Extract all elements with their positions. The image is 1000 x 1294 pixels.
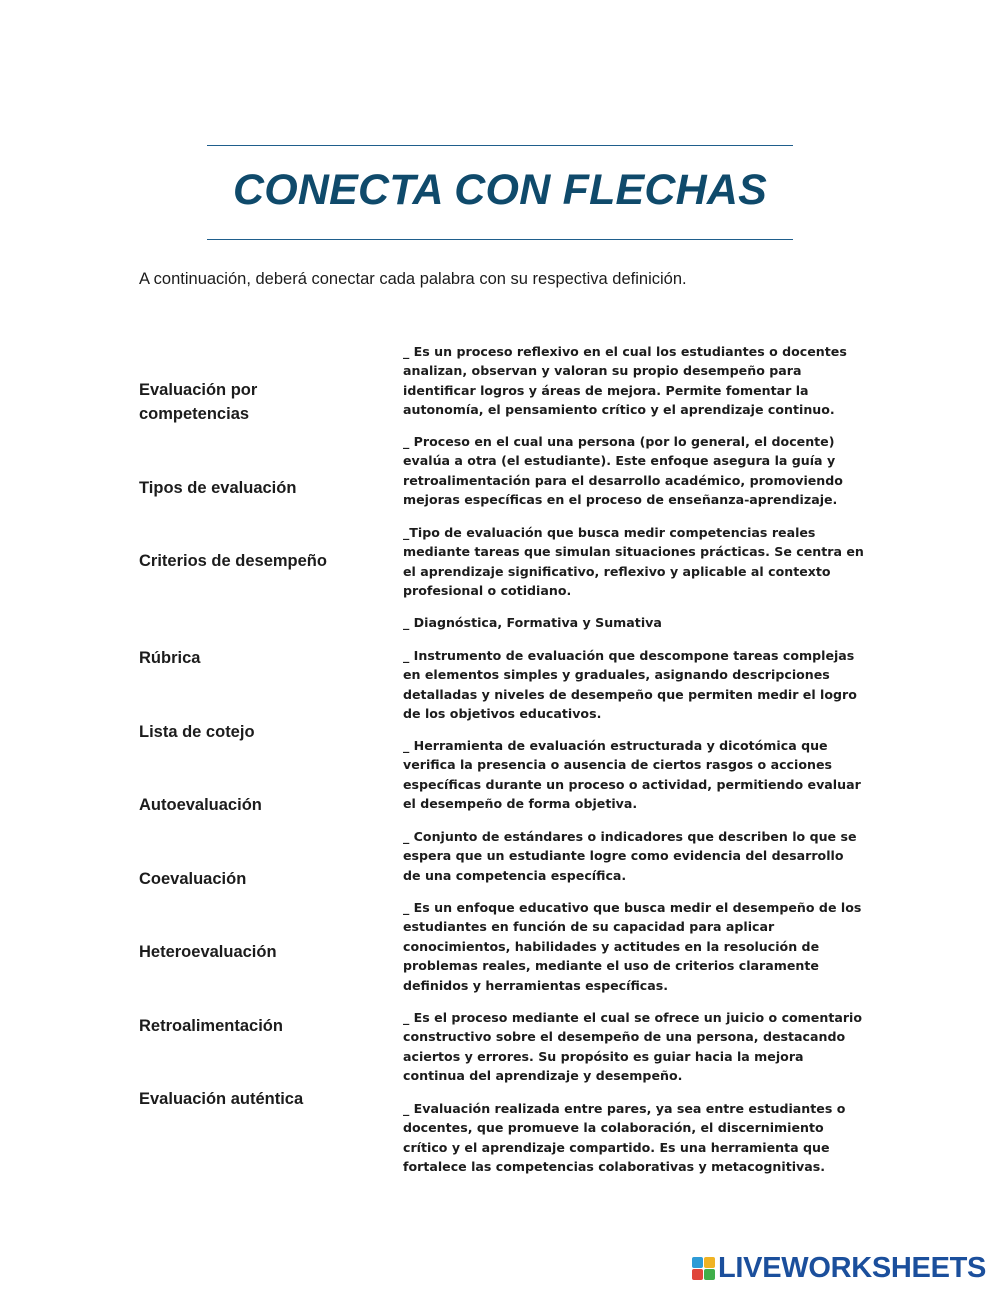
logo-tile — [704, 1257, 715, 1268]
definition-item[interactable]: _ Proceso en el cual una persona (por lo general, el docente) evalúa a otra (el estudiante). Este enfoque asegura la guía y retroalimentación para el desarrollo académico, promoviendo mejoras específicas en el proceso de enseñanza-aprendizaje. — [403, 434, 843, 508]
term-item[interactable]: Coevaluación — [139, 870, 247, 888]
brand-name: LIVEWORKSHEETS — [718, 1251, 987, 1284]
definition-item[interactable]: _ Es el proceso mediante el cual se ofrece un juicio o comentario constructivo sobre el desempeño de una persona, destacando aciertos y errores. Su propósito es guiar hacia la mejora continua del aprendizaje y desempeño. — [403, 1010, 863, 1084]
term-item[interactable]: Tipos de evaluación — [139, 479, 297, 497]
title-rule-top — [207, 145, 793, 146]
title-rule-bottom — [207, 239, 793, 240]
page-title: CONECTA CON FLECHAS — [232, 166, 768, 214]
term-item[interactable]: Criterios de desempeño — [139, 552, 327, 570]
logo-tile — [692, 1257, 703, 1268]
logo-tile — [692, 1269, 703, 1280]
term-item[interactable]: Autoevaluación — [139, 796, 262, 814]
term-item[interactable]: Retroalimentación — [139, 1017, 283, 1035]
definition-item[interactable]: _Tipo de evaluación que busca medir competencias reales mediante tareas que simulan situaciones prácticas. Se centra en el aprendizaje significativo, reflexivo y aplicable al contexto profesional o cotidiano. — [403, 525, 864, 599]
logo-tile — [704, 1269, 715, 1280]
definition-item[interactable]: _ Es un enfoque educativo que busca medir el desempeño de los estudiantes en función de su capacidad para aplicar conocimientos, habilidades y actitudes en la resolución de problemas reales, mediante el uso de criterios claramente definidos y herramientas específicas. — [403, 900, 862, 993]
definition-item[interactable]: _ Instrumento de evaluación que descompone tareas complejas en elementos simples y graduales, asignando descripciones detalladas y niveles de desempeño que permiten medir el logro de los objetivos educativos. — [403, 648, 857, 722]
term-item[interactable]: Lista de cotejo — [139, 723, 255, 741]
term-item[interactable]: Evaluación por competencias — [139, 381, 258, 423]
definition-item[interactable]: _ Conjunto de estándares o indicadores que describen lo que se espera que un estudiante logre como evidencia del desarrollo de una competencia específica. — [403, 829, 857, 883]
liveworksheets-logo-icon — [692, 1257, 715, 1280]
liveworksheets-logo — [692, 1252, 986, 1284]
definition-item[interactable]: _ Herramienta de evaluación estructurada y dicotómica que verifica la presencia o ausencia de ciertos rasgos o acciones específicas durante un proceso o actividad, permitiendo evaluar el desempeño de forma objetiva. — [403, 738, 861, 812]
definition-item[interactable]: _ Evaluación realizada entre pares, ya sea entre estudiantes o docentes, que promueve la colaboración, el discernimiento crítico y el aprendizaje compartido. Es una herramienta que fortalece las competencias colaborativas y metacognitivas. — [403, 1101, 846, 1175]
definition-item[interactable]: _ Es un proceso reflexivo en el cual los estudiantes o docentes analizan, observan y valoran su propio desempeño para identificar logros y áreas de mejora. Permite fomentar la autonomía, el pensamiento crítico y el aprendizaje continuo. — [403, 344, 847, 418]
definition-item[interactable]: _ Diagnóstica, Formativa y Sumativa — [403, 615, 662, 630]
term-item[interactable]: Evaluación auténtica — [139, 1090, 304, 1108]
term-item[interactable]: Rúbrica — [139, 649, 201, 667]
instructions-text: A continuación, deberá conectar cada palabra con su respectiva definición. — [139, 270, 687, 288]
term-item[interactable]: Heteroevaluación — [139, 943, 277, 961]
